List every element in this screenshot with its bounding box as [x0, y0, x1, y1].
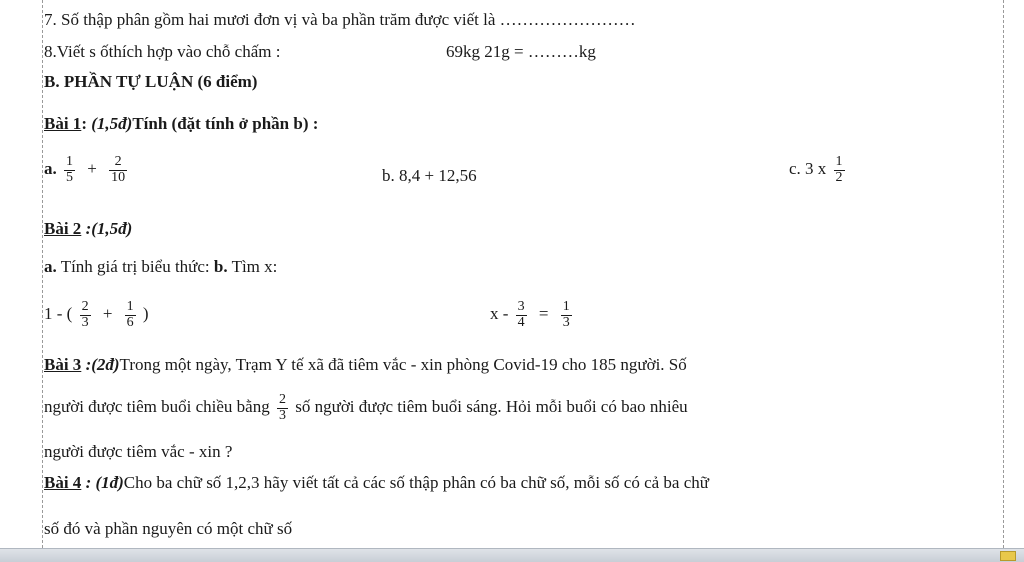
bai-1-label: Bài 1: [44, 114, 82, 133]
bai-3-text-1: Trong một ngày, Trạm Y tế xã đã tiêm vắc - xin phòng Covid-19 cho 185 người. Số: [119, 355, 687, 374]
bai-1-a-prefix: a.: [44, 159, 57, 179]
bai-2-score: :(1,5đ): [81, 219, 133, 238]
section-b-title: [44, 72, 257, 92]
fraction-denominator: 4: [517, 314, 525, 330]
question-8-text: 8.Viết s ốthích hợp vào chỗ chấm :: [44, 42, 281, 61]
fraction-numerator: 2: [114, 154, 122, 169]
bai-3-score: :(2đ): [81, 355, 120, 374]
bai-4-label: Bài 4: [44, 473, 82, 492]
bai-2-parts: [44, 257, 277, 277]
expr-1-end: ): [142, 304, 149, 324]
fraction-3-4: [516, 300, 527, 330]
bai-2-expression-1: [44, 300, 149, 330]
question-8-expr: 69kg 21g = ………kg: [446, 42, 596, 61]
bai-3-text-2-end: số người được tiêm buổi sáng. Hỏi mỗi buổi có bao nhiêu: [295, 397, 688, 417]
bai-1-b-text: b. 8,4 + 12,56: [382, 166, 477, 185]
expr-1-start: 1 - (: [44, 304, 73, 324]
bai-1-colon: :: [81, 114, 92, 133]
bai-2-heading: [44, 219, 132, 239]
fraction-denominator: 3: [278, 407, 286, 423]
plus-operator: +: [87, 159, 97, 179]
bai-3-line-3: [44, 442, 232, 462]
bai-4-text-1: Cho ba chữ số 1,2,3 hãy viết tất cả các số thập phân có ba chữ số, mỗi số có cả ba chữ: [123, 473, 709, 492]
bai-2-label: Bài 2: [44, 219, 82, 238]
fraction-numerator: 1: [835, 154, 843, 169]
bai-1-heading: [44, 114, 318, 134]
fraction-2-3: [277, 393, 288, 423]
question-8: [44, 42, 280, 62]
fraction-numerator: 1: [562, 299, 570, 314]
bai-1-score: (1,5đ): [91, 114, 133, 133]
fraction-2-3: [80, 300, 91, 330]
plus-operator: +: [102, 304, 113, 324]
equals-operator: =: [538, 304, 549, 324]
bai-3-text-3: người được tiêm vắc - xin ?: [44, 442, 233, 461]
bai-2-b-text: Tìm x:: [227, 257, 278, 276]
bai-3-line-2: [44, 393, 688, 423]
bai-1-instruction: Tính (đặt tính ở phần b) :: [132, 114, 319, 133]
bai-4-line-2: [44, 519, 292, 539]
expr-2-start: x -: [490, 304, 509, 324]
fraction-1-6: [125, 300, 136, 330]
fraction-numerator: 1: [126, 299, 134, 314]
right-margin-guide: [1003, 0, 1004, 548]
bai-3-line-1: [44, 355, 687, 375]
bai-2-b-prefix: b.: [213, 257, 228, 276]
bai-2-expression-2: [490, 300, 575, 330]
fraction-1-2: [834, 155, 845, 185]
fraction-denominator: 5: [66, 169, 73, 185]
fraction-1-3: [561, 300, 572, 330]
bai-4-line-1: [44, 473, 709, 493]
fraction-denominator: 6: [126, 314, 134, 330]
fraction-denominator: 3: [81, 314, 89, 330]
fraction-numerator: 2: [278, 392, 286, 407]
horizontal-scrollbar[interactable]: [0, 548, 1024, 562]
bai-1-c-prefix: c. 3 x: [789, 159, 827, 179]
bai-3-text-2-start: người được tiêm buổi chiều bằng: [44, 397, 270, 417]
status-indicator-icon: [1000, 551, 1016, 561]
bai-1-part-b: [382, 166, 477, 186]
bai-2-a-text: Tính giá trị biểu thức:: [56, 257, 214, 276]
fraction-denominator: 3: [562, 314, 570, 330]
bai-1-part-a: [44, 155, 130, 185]
question-8-expression: [446, 42, 596, 62]
left-margin-guide: [42, 0, 43, 548]
bai-4-score: : (1đ): [81, 473, 124, 492]
fraction-numerator: 3: [517, 299, 525, 314]
section-b-title-text: B. PHẦN TỰ LUẬN (6 điểm): [44, 72, 258, 91]
fraction-numerator: 1: [66, 154, 73, 169]
fraction-1-5: [64, 155, 75, 185]
question-7-text: 7. Số thập phân gồm hai mươi đơn vị và ba phần trăm được viết là ……………………: [44, 10, 636, 29]
fraction-denominator: 2: [835, 169, 843, 185]
fraction-denominator: 10: [111, 169, 126, 185]
bai-2-a-prefix: a.: [44, 257, 57, 276]
question-7: [44, 10, 636, 30]
bai-3-label: Bài 3: [44, 355, 82, 374]
fraction-numerator: 2: [81, 299, 89, 314]
fraction-2-10: [109, 155, 127, 185]
bai-4-text-2: số đó và phần nguyên có một chữ số: [44, 519, 293, 538]
bai-1-part-c: [789, 155, 848, 185]
